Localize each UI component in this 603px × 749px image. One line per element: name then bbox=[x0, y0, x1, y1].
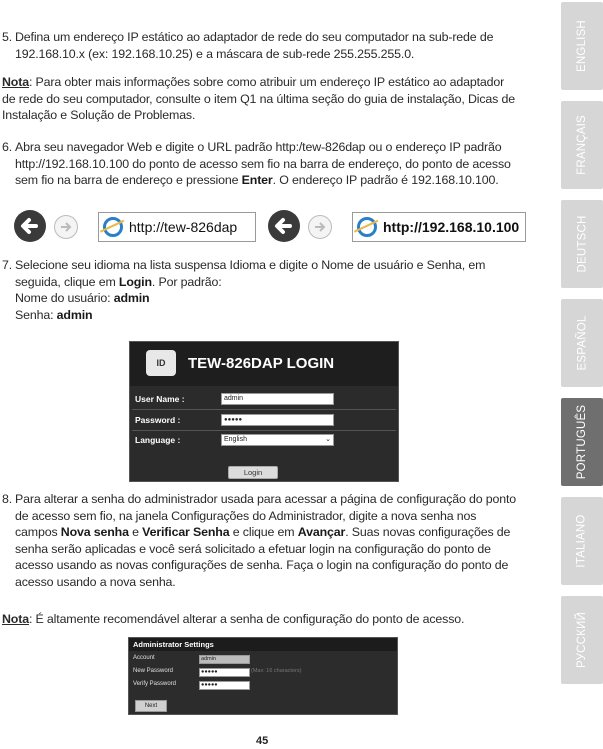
password-hint: (Max: 16 characters) bbox=[251, 668, 302, 674]
username-label: User Name : bbox=[135, 394, 185, 404]
language-tabs bbox=[561, 0, 603, 749]
admin-settings-screenshot bbox=[128, 637, 398, 715]
language-select: English ⌄ bbox=[221, 434, 334, 446]
tab-espanol[interactable]: ESPAÑOL bbox=[561, 299, 603, 387]
tab-francais[interactable]: FRANÇAIS bbox=[561, 101, 603, 189]
ie-browser-icon bbox=[357, 217, 377, 237]
password-label: Password : bbox=[135, 415, 181, 425]
url-bar bbox=[352, 212, 526, 242]
id-card-icon: ID bbox=[146, 350, 176, 376]
login-header bbox=[130, 342, 398, 386]
admin-settings-title: Administrator Settings bbox=[129, 638, 397, 651]
account-field: admin bbox=[199, 655, 250, 664]
ie-browser-icon bbox=[103, 217, 123, 237]
note-label: Nota bbox=[2, 75, 29, 89]
step-text: acesso usando as novas configurações de senha. Faça o login na configuração do ponto de bbox=[15, 558, 509, 572]
tab-russian[interactable]: РУССКИЙ bbox=[561, 596, 603, 684]
step-text: seguida, clique em Login. Por padrão: bbox=[15, 274, 222, 289]
url-text: http://tew-826dap bbox=[129, 219, 238, 235]
step-number: 5. bbox=[2, 30, 13, 44]
verify-password-field: ●●●●● bbox=[199, 681, 250, 690]
next-button: Next bbox=[135, 700, 167, 712]
login-button: Login bbox=[228, 466, 278, 479]
tab-portugues[interactable]: PORTUGUÊS bbox=[561, 398, 603, 486]
forward-arrow-icon bbox=[54, 215, 78, 239]
default-password: Senha: admin bbox=[15, 307, 93, 322]
note-2 bbox=[2, 611, 536, 628]
note-text: : É altamente recomendável alterar a senha de configuração do ponto de acesso. bbox=[28, 612, 465, 626]
step-text: Para alterar a senha do administrador usada para acessar a página de configuração do ponto bbox=[15, 492, 517, 506]
login-title: TEW-826DAP LOGIN bbox=[188, 355, 335, 372]
new-password-label: New Password bbox=[133, 668, 174, 674]
step-text: campos Nova senha e Verificar Senha e clique em Avançar. Suas novas configurações de bbox=[15, 525, 511, 539]
step-7 bbox=[2, 257, 536, 323]
step-text: http://192.168.10.100 do ponto de acesso sem fio na barra de endereço, do ponto de acesso bbox=[15, 156, 511, 171]
step-text: Selecione seu idioma na lista suspensa Idioma e digite o Nome de usuário e Senha, em bbox=[15, 258, 486, 272]
step-text: senha serão aplicadas e você será solicitado a efetuar login na configuração do ponto de bbox=[15, 541, 491, 556]
step-number: 8. bbox=[2, 492, 13, 506]
note-text: de rede do seu computador, consulte o item Q1 na última seção do guia de instalação, Dicas de bbox=[2, 91, 515, 106]
step-number: 6. bbox=[2, 140, 13, 154]
step-number: 7. bbox=[2, 258, 13, 272]
new-password-field: ●●●●● bbox=[199, 668, 250, 677]
note-text: Instalação e Solução de Problemas. bbox=[2, 108, 196, 122]
browser-address-bar-1 bbox=[14, 206, 254, 246]
divider bbox=[132, 430, 396, 431]
page-number: 45 bbox=[256, 735, 269, 747]
step-5 bbox=[2, 29, 536, 62]
note-text: : Para obter mais informações sobre como atribuir um endereço IP estático ao adaptador bbox=[28, 75, 505, 89]
language-label: Language : bbox=[135, 435, 181, 445]
password-input: ●●●●● bbox=[221, 414, 334, 426]
step-8 bbox=[2, 491, 536, 590]
browser-address-bar-2 bbox=[268, 206, 526, 246]
tab-deutsch[interactable]: DEUTSCH bbox=[561, 200, 603, 288]
tab-italiano[interactable]: ITALIANO bbox=[561, 497, 603, 585]
url-text: http://192.168.10.100 bbox=[383, 219, 520, 235]
tab-english[interactable]: ENGLISH bbox=[561, 2, 603, 90]
step-text: sem fio na barra de endereço e pressione Enter. O endereço IP padrão é 192.168.10.100. bbox=[15, 173, 499, 187]
account-label: Account bbox=[133, 655, 155, 661]
step-text: Defina um endereço IP estático ao adaptador de rede do seu computador na sub-rede de bbox=[15, 30, 494, 44]
verify-password-label: Verify Password bbox=[133, 681, 177, 687]
back-arrow-icon bbox=[14, 210, 46, 242]
step-text: Abra seu navegador Web e digite o URL padrão http:/tew-826dap ou o endereço IP padrão bbox=[15, 140, 502, 154]
note-label: Nota bbox=[2, 612, 29, 626]
step-text: 192.168.10.x (ex: 192.168.10.25) e a máscara de sub-rede 255.255.255.0. bbox=[15, 46, 415, 61]
note-1 bbox=[2, 74, 536, 124]
back-arrow-icon bbox=[268, 210, 300, 242]
username-input: admin bbox=[221, 393, 334, 405]
step-text: de acesso sem fio, na janela Configurações do Administrador, digite a nova senha nos bbox=[15, 508, 477, 523]
divider bbox=[132, 409, 396, 410]
login-screenshot bbox=[129, 341, 399, 482]
step-6 bbox=[2, 139, 536, 189]
default-username: Nome do usuário: admin bbox=[15, 291, 150, 305]
chevron-down-icon: ⌄ bbox=[325, 436, 331, 443]
forward-arrow-icon bbox=[308, 215, 332, 239]
step-text: acesso usando a nova senha. bbox=[15, 574, 176, 589]
url-bar bbox=[98, 212, 256, 242]
